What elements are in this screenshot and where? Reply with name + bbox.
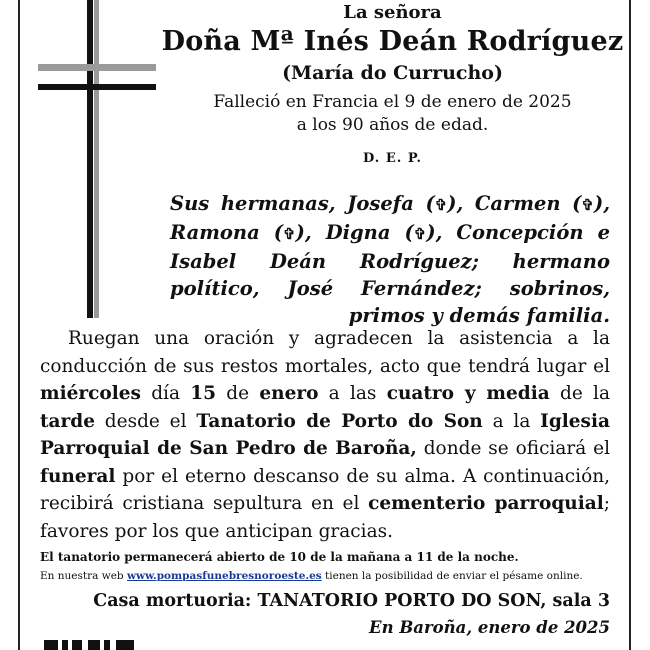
ceremony-paragraph: Ruegan una oración y agradecen la asistencia a la conducción de sus restos mortales, acto que tendrá lugar el miércoles día 15 de enero a las cuatro y media de la tarde desde el Tanatorio de Porto do Son a la Iglesia Parroquial de San Pedro de Baroña, donde se oficiará el funeral por el eterno descanso de su alma. A continuación, recibirá cristiana sepultura en el cementerio parroquial; favores por los que anticipan gracias. [40, 328, 610, 542]
tanatorio-hours: El tanatorio permanecerá abierto de 10 de la mañana a 11 de la noche. [40, 550, 519, 564]
obit-cross-icon: ✞ [413, 225, 427, 243]
age-info: a los 90 años de edad. [296, 115, 489, 135]
frame-left-border [18, 0, 20, 650]
cross-horizontal-light [38, 64, 156, 71]
cross-vertical-dark [87, 0, 93, 318]
place-date: En Baroña, enero de 2025 [369, 618, 610, 637]
obit-cross-icon: ✞ [283, 225, 296, 243]
qr-code-icon [44, 640, 136, 650]
death-info: Falleció en Francia el 9 de enero de 2025 [213, 92, 572, 112]
dep-label: D. E. P. [363, 151, 422, 166]
website-link[interactable]: www.pompasfunebresnoroeste.es [127, 570, 322, 582]
deceased-alias: (María do Currucho) [282, 62, 503, 84]
condolence-web-note: En nuestra web www.pompasfunebresnoroeste.es tienen la posibilidad de enviar el pésame online. [40, 570, 583, 582]
obit-cross-icon: ✞ [434, 196, 448, 214]
funeral-home: Casa mortuoria: TANATORIO PORTO DO SON, sala 3 [93, 591, 610, 611]
deceased-name: Doña Mª Inés Deán Rodríguez [161, 26, 624, 57]
deceased-title: La señora [343, 2, 442, 23]
cross-horizontal-dark [38, 84, 156, 90]
family-paragraph: Sus hermanas, Josefa (✞), Carmen (✞), Ramona (✞), Digna (✞), Concepción e Isabel Deán Rodríguez; hermano político, José Fernández; sobrinos, primos y demás familia. [170, 192, 610, 327]
obit-cross-icon: ✞ [581, 196, 594, 214]
cross-vertical-light [94, 0, 99, 318]
